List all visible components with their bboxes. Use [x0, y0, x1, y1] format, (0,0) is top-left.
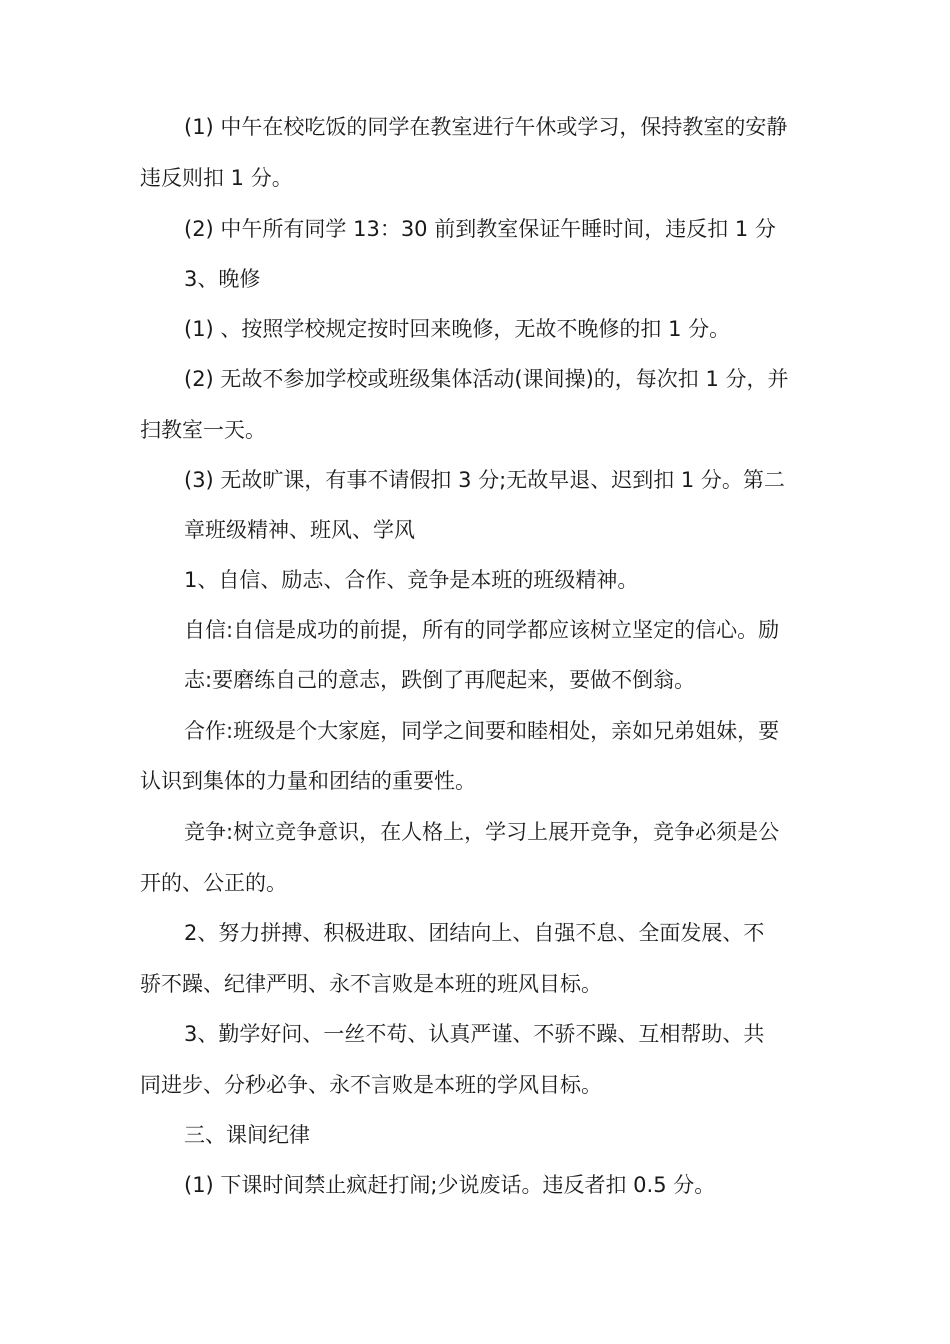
text-line: 志:要磨练自己的意志，跌倒了再爬起来，要做不倒翁。: [184, 668, 696, 692]
text-line: 认识到集体的力量和团结的重要性。: [140, 769, 476, 793]
section-heading: 3、晚修: [184, 267, 261, 291]
text-line: 1、自信、励志、合作、竞争是本班的班级精神。: [184, 568, 639, 592]
text-line: (3) 无故旷课，有事不请假扣 3 分;无故早退、迟到扣 1 分。第二: [184, 468, 785, 492]
text-line: (1) 中午在校吃饭的同学在教室进行午休或学习，保持教室的安静: [184, 115, 788, 139]
text-line: 3、勤学好问、一丝不苟、认真严谨、不骄不躁、互相帮助、共: [184, 1022, 765, 1046]
text-line: 同进步、分秒必争、永不言败是本班的学风目标。: [140, 1073, 602, 1097]
text-line: (2) 无故不参加学校或班级集体活动(课间操)的，每次扣 1 分，并: [184, 367, 789, 391]
text-line: (1) 、按照学校规定按时回来晚修，无故不晚修的扣 1 分。: [184, 317, 731, 341]
text-line: (2) 中午所有同学 13：30 前到教室保证午睡时间，违反扣 1 分: [184, 217, 776, 241]
text-line: 章班级精神、班风、学风: [184, 518, 415, 542]
section-heading: 三、课间纪律: [184, 1123, 310, 1147]
text-line: 合作:班级是个大家庭，同学之间要和睦相处，亲如兄弟姐妹，要: [184, 719, 780, 743]
text-line: (1) 下课时间禁止疯赶打闹;少说废话。违反者扣 0.5 分。: [184, 1173, 716, 1197]
text-line: 扫教室一天。: [140, 418, 266, 442]
text-line: 违反则扣 1 分。: [140, 166, 293, 190]
text-line: 2、努力拼搏、积极进取、团结向上、自强不息、全面发展、不: [184, 921, 765, 945]
text-line: 自信:自信是成功的前提，所有的同学都应该树立坚定的信心。励: [184, 618, 780, 642]
text-line: 骄不躁、纪律严明、永不言败是本班的班风目标。: [140, 972, 602, 996]
text-line: 开的、公正的。: [140, 871, 287, 895]
text-line: 竞争:树立竞争意识，在人格上，学习上展开竞争，竞争必须是公: [184, 820, 780, 844]
